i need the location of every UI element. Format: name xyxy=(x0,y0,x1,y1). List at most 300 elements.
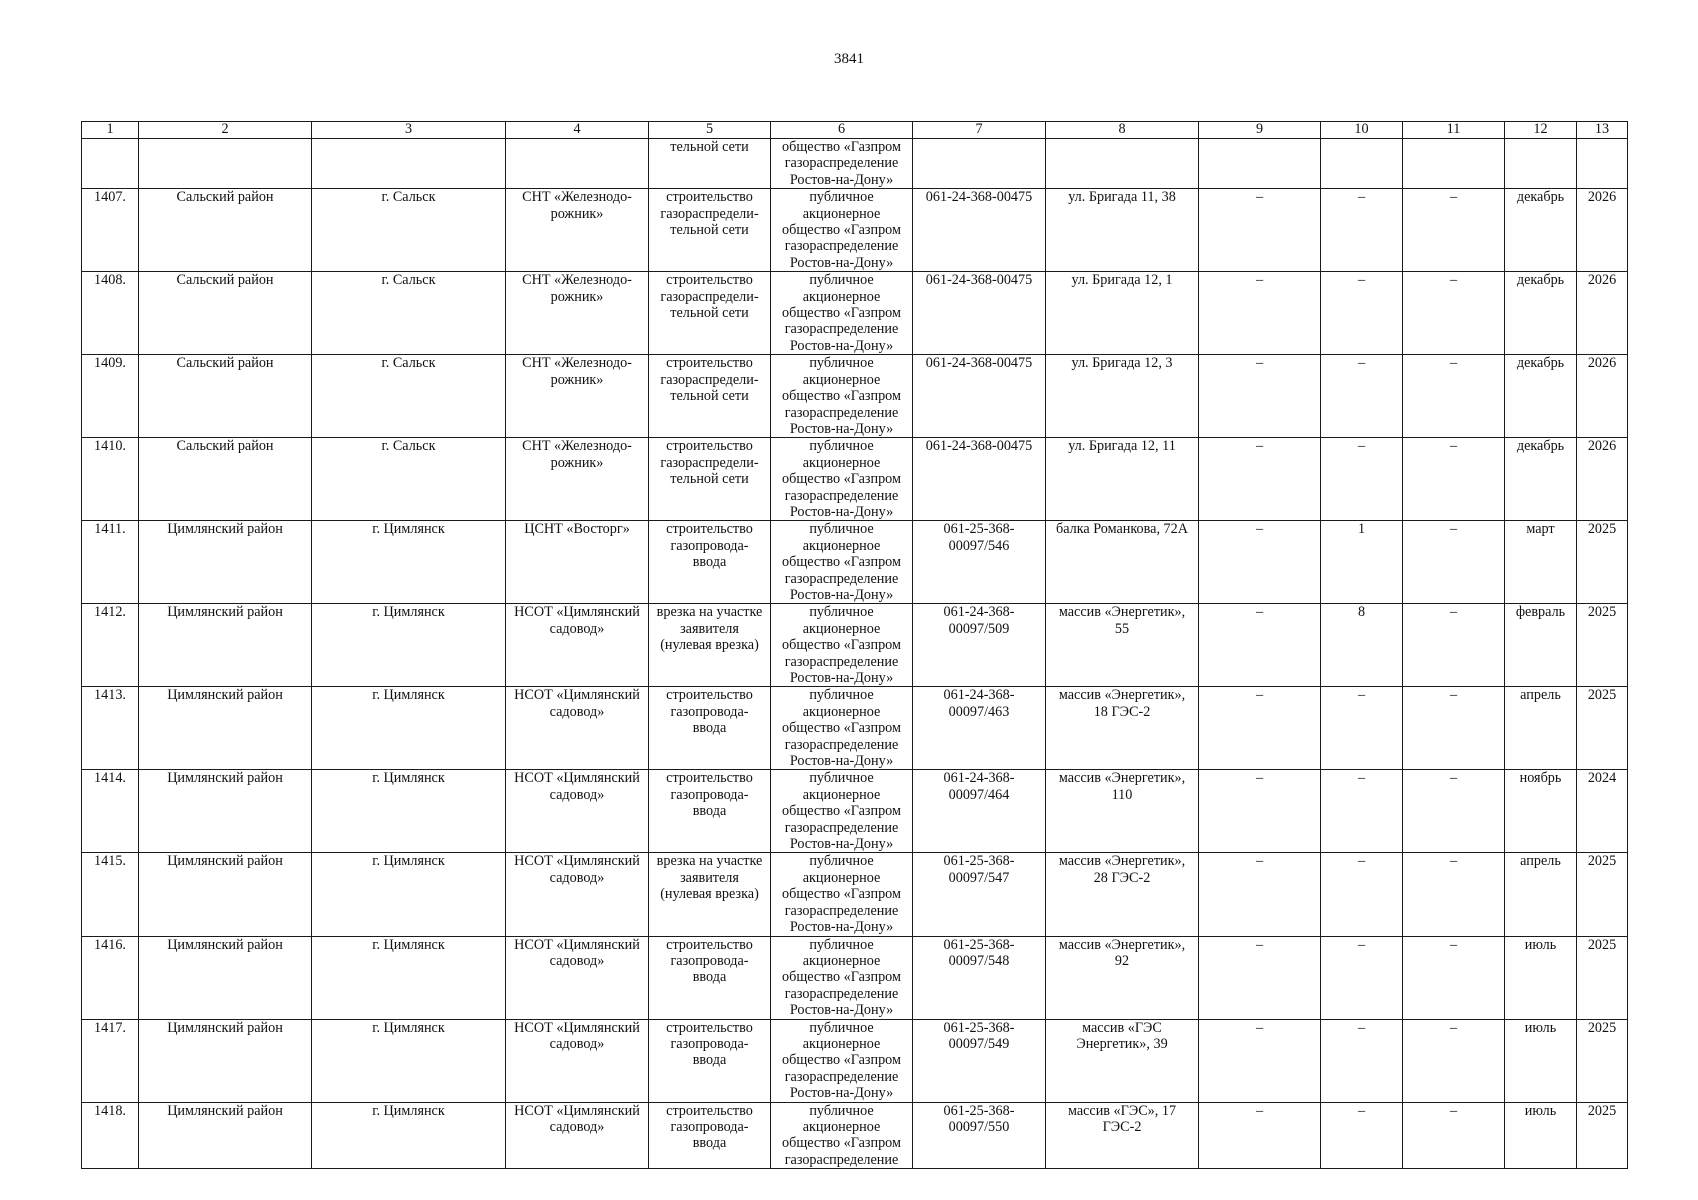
organization-cell-text: публичное акционерное общество «Газпром газораспределение Ростов-на-Дону» xyxy=(782,355,901,437)
table-body xyxy=(82,139,1628,1169)
row-number xyxy=(82,853,139,936)
organization-cell xyxy=(771,521,913,604)
row-number xyxy=(82,355,139,438)
column-header: 9 xyxy=(1199,122,1321,139)
column-9-cell-text: – xyxy=(1255,770,1264,787)
project-code-cell xyxy=(913,272,1046,355)
project-code-cell xyxy=(913,1102,1046,1169)
column-10-cell-text: – xyxy=(1357,936,1366,953)
locality-cell-text: г. Сальск xyxy=(381,272,436,289)
column-9-cell xyxy=(1199,687,1321,770)
partnership-cell xyxy=(506,1102,649,1169)
row-number-text: 1417. xyxy=(94,1019,126,1036)
organization-cell-text: публичное акционерное общество «Газпром газораспределение xyxy=(782,1102,901,1168)
work-type-cell-text: врезка на участке заявителя (нулевая врезка) xyxy=(656,853,763,903)
address-cell xyxy=(1046,438,1199,521)
year-cell-text: 2025 xyxy=(1587,936,1617,953)
month-cell-text: март xyxy=(1526,521,1555,538)
work-type-cell-text: строительство газораспредели- тельной сети xyxy=(660,189,759,239)
column-11-cell xyxy=(1403,1102,1505,1169)
district-cell-text: Сальский район xyxy=(176,438,274,455)
month-cell-text: декабрь xyxy=(1516,438,1565,455)
column-header: 5 xyxy=(649,122,771,139)
month-cell-text: июль xyxy=(1524,1102,1557,1119)
address-cell-text: ул. Бригада 11, 38 xyxy=(1068,189,1176,206)
partnership-cell xyxy=(506,604,649,687)
organization-cell xyxy=(771,853,913,936)
organization-cell xyxy=(771,770,913,853)
organization-cell-text: публичное акционерное общество «Газпром газораспределение Ростов-на-Дону» xyxy=(782,604,901,686)
address-cell-text: ул. Бригада 12, 11 xyxy=(1068,438,1176,455)
project-code-cell-text: 061-24-368- 00097/509 xyxy=(943,604,1015,637)
column-10-cell xyxy=(1321,355,1403,438)
locality-cell-text: г. Сальск xyxy=(381,438,436,455)
row-number-text: 1408. xyxy=(94,272,126,289)
column-9-cell xyxy=(1199,770,1321,853)
column-9-cell-text: – xyxy=(1255,604,1264,621)
row-number-text: 1411. xyxy=(94,521,126,538)
table-row xyxy=(82,770,1628,853)
locality-cell xyxy=(312,189,506,272)
locality-cell-text: г. Цимлянск xyxy=(372,521,445,538)
partnership-cell xyxy=(506,438,649,521)
work-type-cell-text: строительство газораспредели- тельной сети xyxy=(660,438,759,488)
address-cell xyxy=(1046,604,1199,687)
district-cell xyxy=(139,687,312,770)
column-11-cell xyxy=(1403,438,1505,521)
partnership-cell xyxy=(506,853,649,936)
column-header: 8 xyxy=(1046,122,1199,139)
row-number-text: 1416. xyxy=(94,936,126,953)
organization-cell xyxy=(771,1019,913,1102)
partnership-cell-text: СНТ «Железнодо- рожник» xyxy=(522,189,632,222)
address-cell-text: балка Романкова, 72А xyxy=(1056,521,1188,538)
row-number xyxy=(82,687,139,770)
table-row xyxy=(82,438,1628,521)
address-cell xyxy=(1046,853,1199,936)
column-9-cell xyxy=(1199,1102,1321,1169)
work-type-cell xyxy=(649,1019,771,1102)
month-cell-text: декабрь xyxy=(1516,355,1565,372)
column-10-cell-text: – xyxy=(1357,189,1366,206)
address-cell xyxy=(1046,355,1199,438)
row-number-text: 1412. xyxy=(94,604,126,621)
table-row xyxy=(82,139,1628,189)
project-code-cell-text: 061-25-368- 00097/547 xyxy=(943,853,1015,886)
work-type-cell-text: строительство газопровода- ввода xyxy=(666,521,753,571)
column-10-cell xyxy=(1321,770,1403,853)
column-10-cell xyxy=(1321,521,1403,604)
column-10-cell xyxy=(1321,272,1403,355)
partnership-cell-text: СНТ «Железнодо- рожник» xyxy=(522,438,632,471)
address-cell xyxy=(1046,189,1199,272)
work-type-cell-text: строительство газопровода- ввода xyxy=(666,687,753,737)
year-cell xyxy=(1577,1019,1628,1102)
year-cell xyxy=(1577,521,1628,604)
month-cell xyxy=(1505,604,1577,687)
partnership-cell xyxy=(506,355,649,438)
year-cell-text: 2025 xyxy=(1587,604,1617,621)
row-number xyxy=(82,1102,139,1169)
address-cell xyxy=(1046,770,1199,853)
district-cell-text: Сальский район xyxy=(176,272,274,289)
district-cell-text: Цимлянский район xyxy=(167,521,283,538)
project-code-cell-text: 061-24-368-00475 xyxy=(925,355,1033,372)
locality-cell xyxy=(312,355,506,438)
column-11-cell-text: – xyxy=(1449,770,1458,787)
column-11-cell-text: – xyxy=(1449,189,1458,206)
partnership-cell-text: ЦСНТ «Восторг» xyxy=(524,521,630,538)
page-number: 3841 xyxy=(834,51,864,67)
organization-cell-text: публичное акционерное общество «Газпром газораспределение Ростов-на-Дону» xyxy=(782,936,901,1019)
address-cell xyxy=(1046,936,1199,1019)
partnership-cell xyxy=(506,936,649,1019)
locality-cell-text: г. Цимлянск xyxy=(372,853,445,870)
district-cell xyxy=(139,604,312,687)
month-cell xyxy=(1505,272,1577,355)
month-cell xyxy=(1505,770,1577,853)
column-10-cell xyxy=(1321,936,1403,1019)
table-row xyxy=(82,189,1628,272)
month-cell xyxy=(1505,1102,1577,1169)
column-11-cell-text: – xyxy=(1449,936,1458,953)
project-code-cell xyxy=(913,139,1046,189)
address-cell-text: ул. Бригада 12, 3 xyxy=(1071,355,1173,372)
work-type-cell xyxy=(649,936,771,1019)
column-header: 6 xyxy=(771,122,913,139)
column-9-cell-text: – xyxy=(1255,355,1264,372)
year-cell xyxy=(1577,438,1628,521)
organization-cell-text: публичное акционерное общество «Газпром газораспределение Ростов-на-Дону» xyxy=(782,770,901,853)
row-number xyxy=(82,1019,139,1102)
column-9-cell xyxy=(1199,936,1321,1019)
column-10-cell xyxy=(1321,687,1403,770)
partnership-cell-text: НСОТ «Цимлянский садовод» xyxy=(514,1102,640,1135)
project-code-cell xyxy=(913,355,1046,438)
row-number-text: 1414. xyxy=(94,770,126,787)
month-cell xyxy=(1505,355,1577,438)
month-cell xyxy=(1505,687,1577,770)
organization-cell xyxy=(771,1102,913,1169)
work-type-cell-text: строительство газопровода- ввода xyxy=(666,936,753,986)
table-row xyxy=(82,272,1628,355)
project-code-cell-text: 061-25-368- 00097/548 xyxy=(943,936,1015,969)
column-11-cell-text: – xyxy=(1449,604,1458,621)
project-code-cell-text: 061-24-368- 00097/463 xyxy=(943,687,1015,720)
row-number-text: 1407. xyxy=(94,189,126,206)
district-cell-text: Цимлянский район xyxy=(167,936,283,953)
address-cell-text: массив «Энергетик», 110 xyxy=(1058,770,1186,803)
address-cell xyxy=(1046,139,1199,189)
year-cell xyxy=(1577,1102,1628,1169)
project-code-cell xyxy=(913,189,1046,272)
district-cell-text: Цимлянский район xyxy=(167,770,283,787)
organization-cell xyxy=(771,936,913,1019)
month-cell xyxy=(1505,438,1577,521)
row-number-text: 1409. xyxy=(94,355,126,372)
table-row xyxy=(82,355,1628,438)
column-9-cell-text: – xyxy=(1255,853,1264,870)
address-cell xyxy=(1046,521,1199,604)
partnership-cell-text: НСОТ «Цимлянский садовод» xyxy=(514,604,640,637)
year-cell-text: 2025 xyxy=(1587,853,1617,870)
district-cell-text: Цимлянский район xyxy=(167,604,283,621)
organization-cell-text: публичное акционерное общество «Газпром газораспределение Ростов-на-Дону» xyxy=(782,521,901,603)
header-row xyxy=(82,122,1628,139)
locality-cell xyxy=(312,1102,506,1169)
column-10-cell xyxy=(1321,438,1403,521)
column-9-cell xyxy=(1199,355,1321,438)
column-11-cell-text: – xyxy=(1449,521,1458,538)
partnership-cell-text: НСОТ «Цимлянский садовод» xyxy=(514,687,640,720)
year-cell-text: 2026 xyxy=(1587,272,1617,289)
locality-cell-text: г. Сальск xyxy=(381,355,436,372)
column-9-cell xyxy=(1199,139,1321,189)
column-header: 11 xyxy=(1403,122,1505,139)
table-row xyxy=(82,853,1628,936)
work-type-cell-text: строительство газораспредели- тельной сети xyxy=(660,272,759,322)
work-type-cell xyxy=(649,687,771,770)
district-cell xyxy=(139,272,312,355)
partnership-cell xyxy=(506,1019,649,1102)
month-cell xyxy=(1505,936,1577,1019)
district-cell xyxy=(139,521,312,604)
column-11-cell xyxy=(1403,272,1505,355)
work-type-cell xyxy=(649,272,771,355)
project-code-cell-text: 061-25-368- 00097/549 xyxy=(943,1019,1015,1052)
column-9-cell-text: – xyxy=(1255,438,1264,455)
work-type-cell xyxy=(649,189,771,272)
column-9-cell xyxy=(1199,521,1321,604)
partnership-cell-text: НСОТ «Цимлянский садовод» xyxy=(514,853,640,886)
column-9-cell xyxy=(1199,272,1321,355)
locality-cell-text: г. Цимлянск xyxy=(372,1102,445,1119)
work-type-cell xyxy=(649,355,771,438)
row-number-text: 1418. xyxy=(94,1102,126,1119)
organization-cell-text: публичное акционерное общество «Газпром газораспределение Ростов-на-Дону» xyxy=(782,189,901,271)
partnership-cell-text: НСОТ «Цимлянский садовод» xyxy=(514,936,640,969)
address-cell-text: ул. Бригада 12, 1 xyxy=(1071,272,1173,289)
column-11-cell xyxy=(1403,770,1505,853)
column-10-cell-text: 8 xyxy=(1357,604,1366,621)
month-cell-text: апрель xyxy=(1520,687,1561,704)
locality-cell xyxy=(312,770,506,853)
column-10-cell xyxy=(1321,189,1403,272)
work-type-cell-text: строительство газораспредели- тельной сети xyxy=(660,355,759,405)
district-cell-text: Цимлянский район xyxy=(167,687,283,704)
column-10-cell-text: – xyxy=(1357,438,1366,455)
year-cell xyxy=(1577,355,1628,438)
column-header: 4 xyxy=(506,122,649,139)
column-header: 7 xyxy=(913,122,1046,139)
partnership-cell-text: НСОТ «Цимлянский садовод» xyxy=(514,1019,640,1052)
organization-cell xyxy=(771,604,913,687)
row-number xyxy=(82,770,139,853)
month-cell-text: декабрь xyxy=(1516,272,1565,289)
year-cell xyxy=(1577,139,1628,189)
month-cell-text: апрель xyxy=(1520,853,1561,870)
column-header: 13 xyxy=(1577,122,1628,139)
district-cell xyxy=(139,770,312,853)
project-code-cell xyxy=(913,770,1046,853)
project-code-cell-text: 061-25-368- 00097/550 xyxy=(943,1102,1015,1135)
year-cell-text: 2025 xyxy=(1587,1102,1617,1119)
month-cell xyxy=(1505,139,1577,189)
year-cell-text: 2026 xyxy=(1587,438,1617,455)
address-cell-text: массив «Энергетик», 92 xyxy=(1058,936,1186,969)
column-11-cell xyxy=(1403,355,1505,438)
month-cell xyxy=(1505,1019,1577,1102)
work-type-cell xyxy=(649,604,771,687)
column-10-cell xyxy=(1321,139,1403,189)
locality-cell-text: г. Цимлянск xyxy=(372,604,445,621)
column-10-cell-text: – xyxy=(1357,853,1366,870)
month-cell-text: ноябрь xyxy=(1519,770,1562,787)
column-10-cell-text: – xyxy=(1357,687,1366,704)
district-cell xyxy=(139,139,312,189)
project-code-cell xyxy=(913,1019,1046,1102)
row-number xyxy=(82,438,139,521)
column-11-cell xyxy=(1403,521,1505,604)
column-11-cell xyxy=(1403,853,1505,936)
column-11-cell-text: – xyxy=(1449,438,1458,455)
column-header: 12 xyxy=(1505,122,1577,139)
organization-cell-text: публичное акционерное общество «Газпром газораспределение Ростов-на-Дону» xyxy=(782,853,901,936)
address-cell-text: массив «Энергетик», 55 xyxy=(1058,604,1186,637)
row-number-text: 1413. xyxy=(94,687,126,704)
work-type-cell xyxy=(649,853,771,936)
year-cell xyxy=(1577,687,1628,770)
year-cell xyxy=(1577,853,1628,936)
locality-cell xyxy=(312,438,506,521)
organization-cell-text: публичное акционерное общество «Газпром газораспределение Ростов-на-Дону» xyxy=(782,438,901,520)
district-cell-text: Цимлянский район xyxy=(167,853,283,870)
locality-cell xyxy=(312,272,506,355)
address-cell-text: массив «ГЭС Энергетик», 39 xyxy=(1076,1019,1168,1052)
column-11-cell-text: – xyxy=(1449,1102,1458,1119)
address-cell xyxy=(1046,687,1199,770)
year-cell-text: 2024 xyxy=(1587,770,1617,787)
project-code-cell xyxy=(913,687,1046,770)
organization-cell xyxy=(771,687,913,770)
year-cell xyxy=(1577,189,1628,272)
month-cell-text: февраль xyxy=(1515,604,1566,621)
year-cell-text: 2025 xyxy=(1587,687,1617,704)
month-cell-text: июль xyxy=(1524,1019,1557,1036)
district-cell-text: Цимлянский район xyxy=(167,1019,283,1036)
column-10-cell-text: 1 xyxy=(1357,521,1366,538)
month-cell-text: декабрь xyxy=(1516,189,1565,206)
district-cell-text: Сальский район xyxy=(176,355,274,372)
column-11-cell xyxy=(1403,687,1505,770)
column-10-cell-text: – xyxy=(1357,770,1366,787)
district-cell xyxy=(139,1019,312,1102)
table-row xyxy=(82,521,1628,604)
column-11-cell xyxy=(1403,936,1505,1019)
column-11-cell xyxy=(1403,1019,1505,1102)
column-11-cell-text: – xyxy=(1449,272,1458,289)
column-9-cell-text: – xyxy=(1255,1019,1264,1036)
register-table xyxy=(81,121,1628,1169)
district-cell-text: Сальский район xyxy=(176,189,274,206)
work-type-cell-text: строительство газопровода- ввода xyxy=(666,1102,753,1152)
column-11-cell xyxy=(1403,189,1505,272)
column-10-cell-text: – xyxy=(1357,272,1366,289)
district-cell-text: Цимлянский район xyxy=(167,1102,283,1119)
work-type-cell-text: строительство газопровода- ввода xyxy=(666,1019,753,1069)
partnership-cell-text: СНТ «Железнодо- рожник» xyxy=(522,272,632,305)
row-number xyxy=(82,521,139,604)
work-type-cell xyxy=(649,770,771,853)
table-row xyxy=(82,687,1628,770)
column-9-cell-text: – xyxy=(1255,936,1264,953)
column-9-cell xyxy=(1199,438,1321,521)
organization-cell-text: публичное акционерное общество «Газпром газораспределение Ростов-на-Дону» xyxy=(782,687,901,770)
work-type-cell-text: строительство газопровода- ввода xyxy=(666,770,753,820)
partnership-cell xyxy=(506,189,649,272)
column-10-cell-text: – xyxy=(1357,1019,1366,1036)
project-code-cell xyxy=(913,438,1046,521)
locality-cell-text: г. Цимлянск xyxy=(372,936,445,953)
district-cell xyxy=(139,189,312,272)
organization-cell xyxy=(771,355,913,438)
district-cell xyxy=(139,936,312,1019)
locality-cell-text: г. Цимлянск xyxy=(372,770,445,787)
column-11-cell xyxy=(1403,604,1505,687)
column-header: 2 xyxy=(139,122,312,139)
address-cell-text: массив «ГЭС», 17 ГЭС-2 xyxy=(1067,1102,1177,1135)
address-cell xyxy=(1046,1019,1199,1102)
work-type-cell-text: тельной сети xyxy=(670,139,749,155)
locality-cell xyxy=(312,139,506,189)
project-code-cell-text: 061-24-368- 00097/464 xyxy=(943,770,1015,803)
year-cell xyxy=(1577,936,1628,1019)
column-10-cell-text: – xyxy=(1357,355,1366,372)
table-row xyxy=(82,1019,1628,1102)
column-9-cell xyxy=(1199,604,1321,687)
address-cell-text: массив «Энергетик», 28 ГЭС-2 xyxy=(1058,853,1186,886)
row-number xyxy=(82,936,139,1019)
partnership-cell xyxy=(506,687,649,770)
year-cell-text: 2025 xyxy=(1587,521,1617,538)
column-9-cell-text: – xyxy=(1255,1102,1264,1119)
district-cell xyxy=(139,438,312,521)
work-type-cell xyxy=(649,521,771,604)
organization-cell-text: общество «Газпром газораспределение Ростов-на-Дону» xyxy=(782,139,901,188)
locality-cell xyxy=(312,521,506,604)
month-cell xyxy=(1505,189,1577,272)
work-type-cell-text: врезка на участке заявителя (нулевая врезка) xyxy=(656,604,763,654)
column-9-cell-text: – xyxy=(1255,521,1264,538)
column-11-cell-text: – xyxy=(1449,1019,1458,1036)
column-10-cell xyxy=(1321,604,1403,687)
row-number xyxy=(82,139,139,189)
work-type-cell xyxy=(649,438,771,521)
month-cell-text: июль xyxy=(1524,936,1557,953)
year-cell-text: 2026 xyxy=(1587,355,1617,372)
locality-cell xyxy=(312,687,506,770)
column-header: 3 xyxy=(312,122,506,139)
column-9-cell-text: – xyxy=(1255,189,1264,206)
project-code-cell xyxy=(913,853,1046,936)
address-cell xyxy=(1046,1102,1199,1169)
column-9-cell xyxy=(1199,1019,1321,1102)
table-row xyxy=(82,1102,1628,1169)
work-type-cell xyxy=(649,1102,771,1169)
project-code-cell xyxy=(913,521,1046,604)
organization-cell-text: публичное акционерное общество «Газпром газораспределение Ростов-на-Дону» xyxy=(782,1019,901,1102)
project-code-cell-text: 061-24-368-00475 xyxy=(925,189,1033,206)
